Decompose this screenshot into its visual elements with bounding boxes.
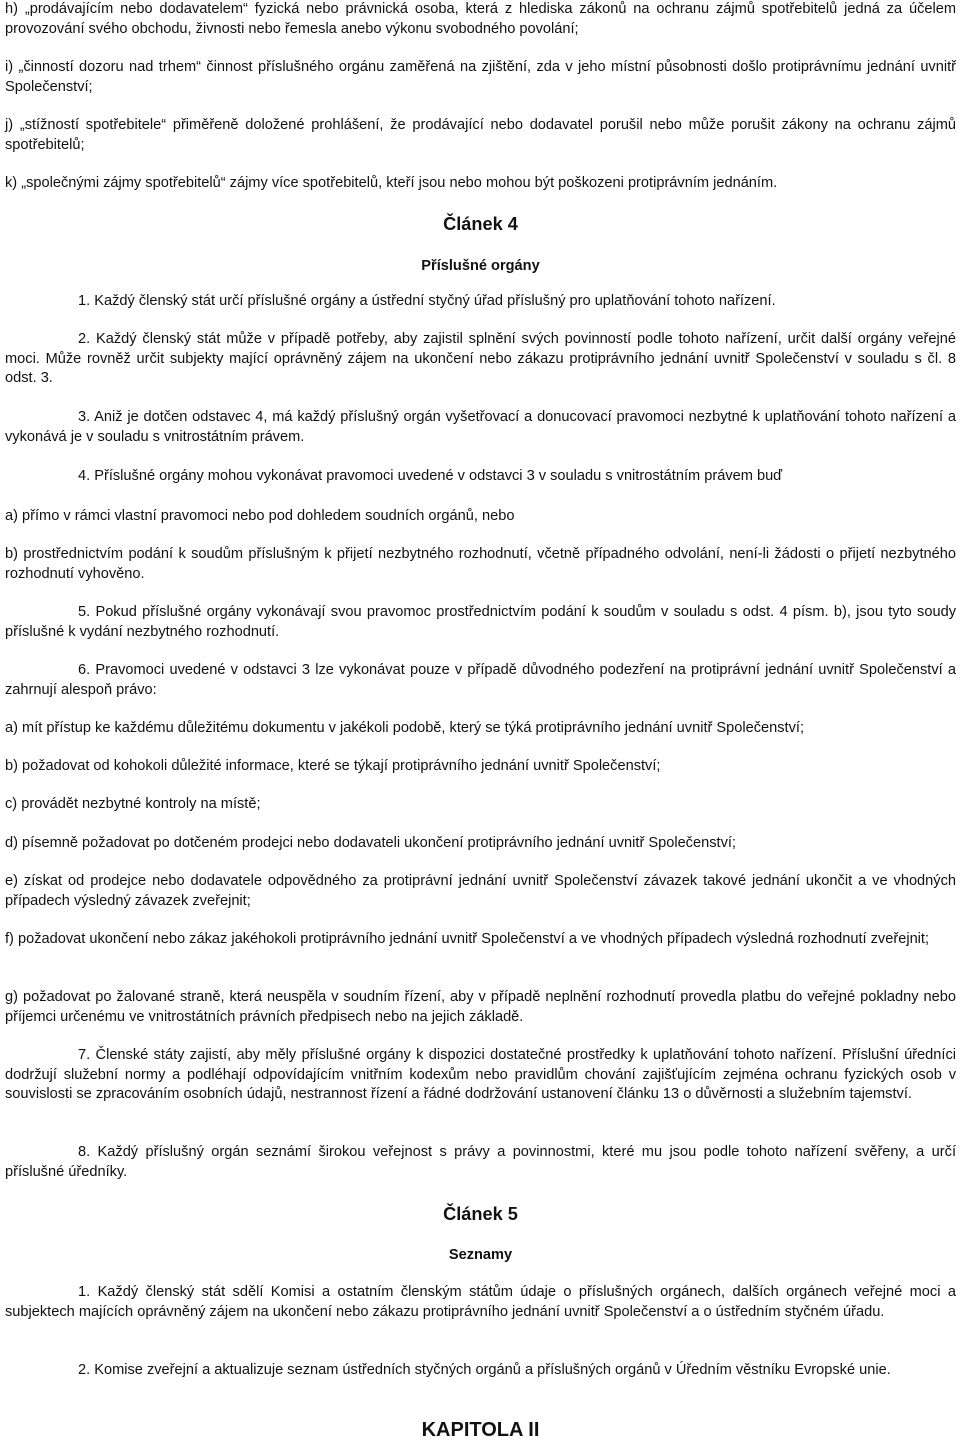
definition-j: j) „stížností spotřebitele“ přiměřeně doložené prohlášení, že prodávající nebo dodavatel porušil nebo může porušit zákony na ochranu zájmů spotřebitelů;	[5, 117, 956, 153]
definition-i: i) „činností dozoru nad trhem“ činnost příslušného orgánu zaměřená na zjištění, zda v jeho místní působnosti došlo protiprávnímu jednání uvnitř Společenství;	[5, 59, 956, 95]
article-4-paragraph-1: 1. Každý členský stát určí příslušné orgány a ústřední styčný úřad příslušný pro uplatňování tohoto nařízení.	[78, 293, 776, 309]
article-5-paragraph-2: 2. Komise zveřejní a aktualizuje seznam ústředních styčných orgánů a příslušných orgánů v Úředním věstníku Evropské unie.	[78, 1362, 891, 1378]
article-5-paragraph-1: 1. Každý členský stát sdělí Komisi a ostatním členským státům údaje o příslušných orgánech, dalších orgánech veřejné moci a subjektech majících oprávněný zájem na ukončení nebo zákazu protiprávního jednání uvnitř Společenství a o ústředním styčném úřadu.	[5, 1284, 956, 1320]
article-5-subheading: Seznamy	[448, 1247, 513, 1263]
definition-h: h) „prodávajícím nebo dodavatelem“ fyzická nebo právnická osoba, která z hlediska zákonů na ochranu zájmů spotřebitelů jedná za účelem provozování svého obchodu, živnosti nebo řemesla anebo výkonu svobodného povolání;	[5, 1, 956, 37]
article-4-paragraph-8: 8. Každý příslušný orgán seznámí širokou veřejnost s právy a povinnostmi, které mu jsou podle tohoto nařízení svěřeny, a určí příslušné úředníky.	[5, 1144, 956, 1180]
article-4-point-6c: c) provádět nezbytné kontroly na místě;	[5, 796, 261, 812]
article-4-paragraph-2: 2. Každý členský stát může v případě potřeby, aby zajistil splnění svých povinností podle tohoto nařízení, určit další orgány veřejné moci. Může rovněž určit subjekty mající oprávněný zájem na ukončení nebo zákazu protiprávního jednání uvnitř Společenství v souladu s čl. 8 odst. 3.	[5, 331, 956, 386]
article-5-heading: Článek 5	[443, 1204, 518, 1224]
article-4-point-6d: d) písemně požadovat po dotčeném prodejci nebo dodavateli ukončení protiprávního jednání uvnitř Společenství;	[5, 835, 736, 851]
article-4-point-6g: g) požadovat po žalované straně, která neuspěla v soudním řízení, aby v případě neplnění rozhodnutí provedla platbu do veřejné pokladny nebo příjemci určenému ve vnitrostátních právních předpisech nebo na jejich základě.	[5, 989, 956, 1025]
article-4-point-6b: b) požadovat od kohokoli důležité informace, které se týkají protiprávního jednání uvnitř Společenství;	[5, 758, 661, 774]
chapter-heading: KAPITOLA II	[421, 1419, 540, 1441]
article-4-subheading: Příslušné orgány	[421, 258, 540, 274]
article-4-point-6e: e) získat od prodejce nebo dodavatele odpovědného za protiprávní jednání uvnitř Společenství závazek takové jednání ukončit a ve vhodných případech výsledný závazek zveřejnit;	[5, 873, 956, 909]
article-4-point-6a: a) mít přístup ke každému důležitému dokumentu v jakékoli podobě, který se týká protiprávního jednání uvnitř Společenství;	[5, 720, 805, 736]
article-4-point-4b: b) prostřednictvím podání k soudům příslušným k přijetí nezbytného rozhodnutí, včetně případného odvolání, není-li žádosti o přijetí nezbytného rozhodnutí vyhověno.	[5, 546, 956, 582]
article-4-heading: Článek 4	[443, 214, 518, 234]
article-4-paragraph-3: 3. Aniž je dotčen odstavec 4, má každý příslušný orgán vyšetřovací a donucovací pravomoci nezbytné k uplatňování tohoto nařízení a vykonává je v souladu s vnitrostátním právem.	[5, 409, 956, 445]
article-4-point-4a: a) přímo v rámci vlastní pravomoci nebo pod dohledem soudních orgánů, nebo	[5, 508, 515, 524]
article-4-paragraph-4: 4. Příslušné orgány mohou vykonávat pravomoci uvedené v odstavci 3 v souladu s vnitrostátním právem buď	[78, 468, 783, 484]
article-4-paragraph-5: 5. Pokud příslušné orgány vykonávají svou pravomoc prostřednictvím podání k soudům v souladu s odst. 4 písm. b), jsou tyto soudy příslušné k vydání nezbytného rozhodnutí.	[5, 604, 956, 640]
definition-k: k) „společnými zájmy spotřebitelů“ zájmy více spotřebitelů, kteří jsou nebo mohou být poškozeni protiprávním jednáním.	[5, 175, 778, 191]
article-4-point-6f: f) požadovat ukončení nebo zákaz jakéhokoli protiprávního jednání uvnitř Společenství a ve vhodných případech výsledná rozhodnutí zveřejnit;	[5, 931, 930, 947]
article-4-paragraph-7: 7. Členské státy zajistí, aby měly příslušné orgány k dispozici dostatečné prostředky k uplatňování tohoto nařízení. Příslušní úředníci dodržují služební normy a podléhají odpovídajícím vnitřním kodexům nebo pravidlům chování zajišťujícím zejména ochranu fyzických osob v souvislosti se zpracováním osobních údajů, nestrannost řízení a řádné dodržování ustanovení článku 13 o důvěrnosti a služebním tajemství.	[5, 1047, 956, 1102]
article-4-paragraph-6: 6. Pravomoci uvedené v odstavci 3 lze vykonávat pouze v případě důvodného podezření na protiprávní jednání uvnitř Společenství a zahrnují alespoň právo:	[5, 662, 956, 698]
